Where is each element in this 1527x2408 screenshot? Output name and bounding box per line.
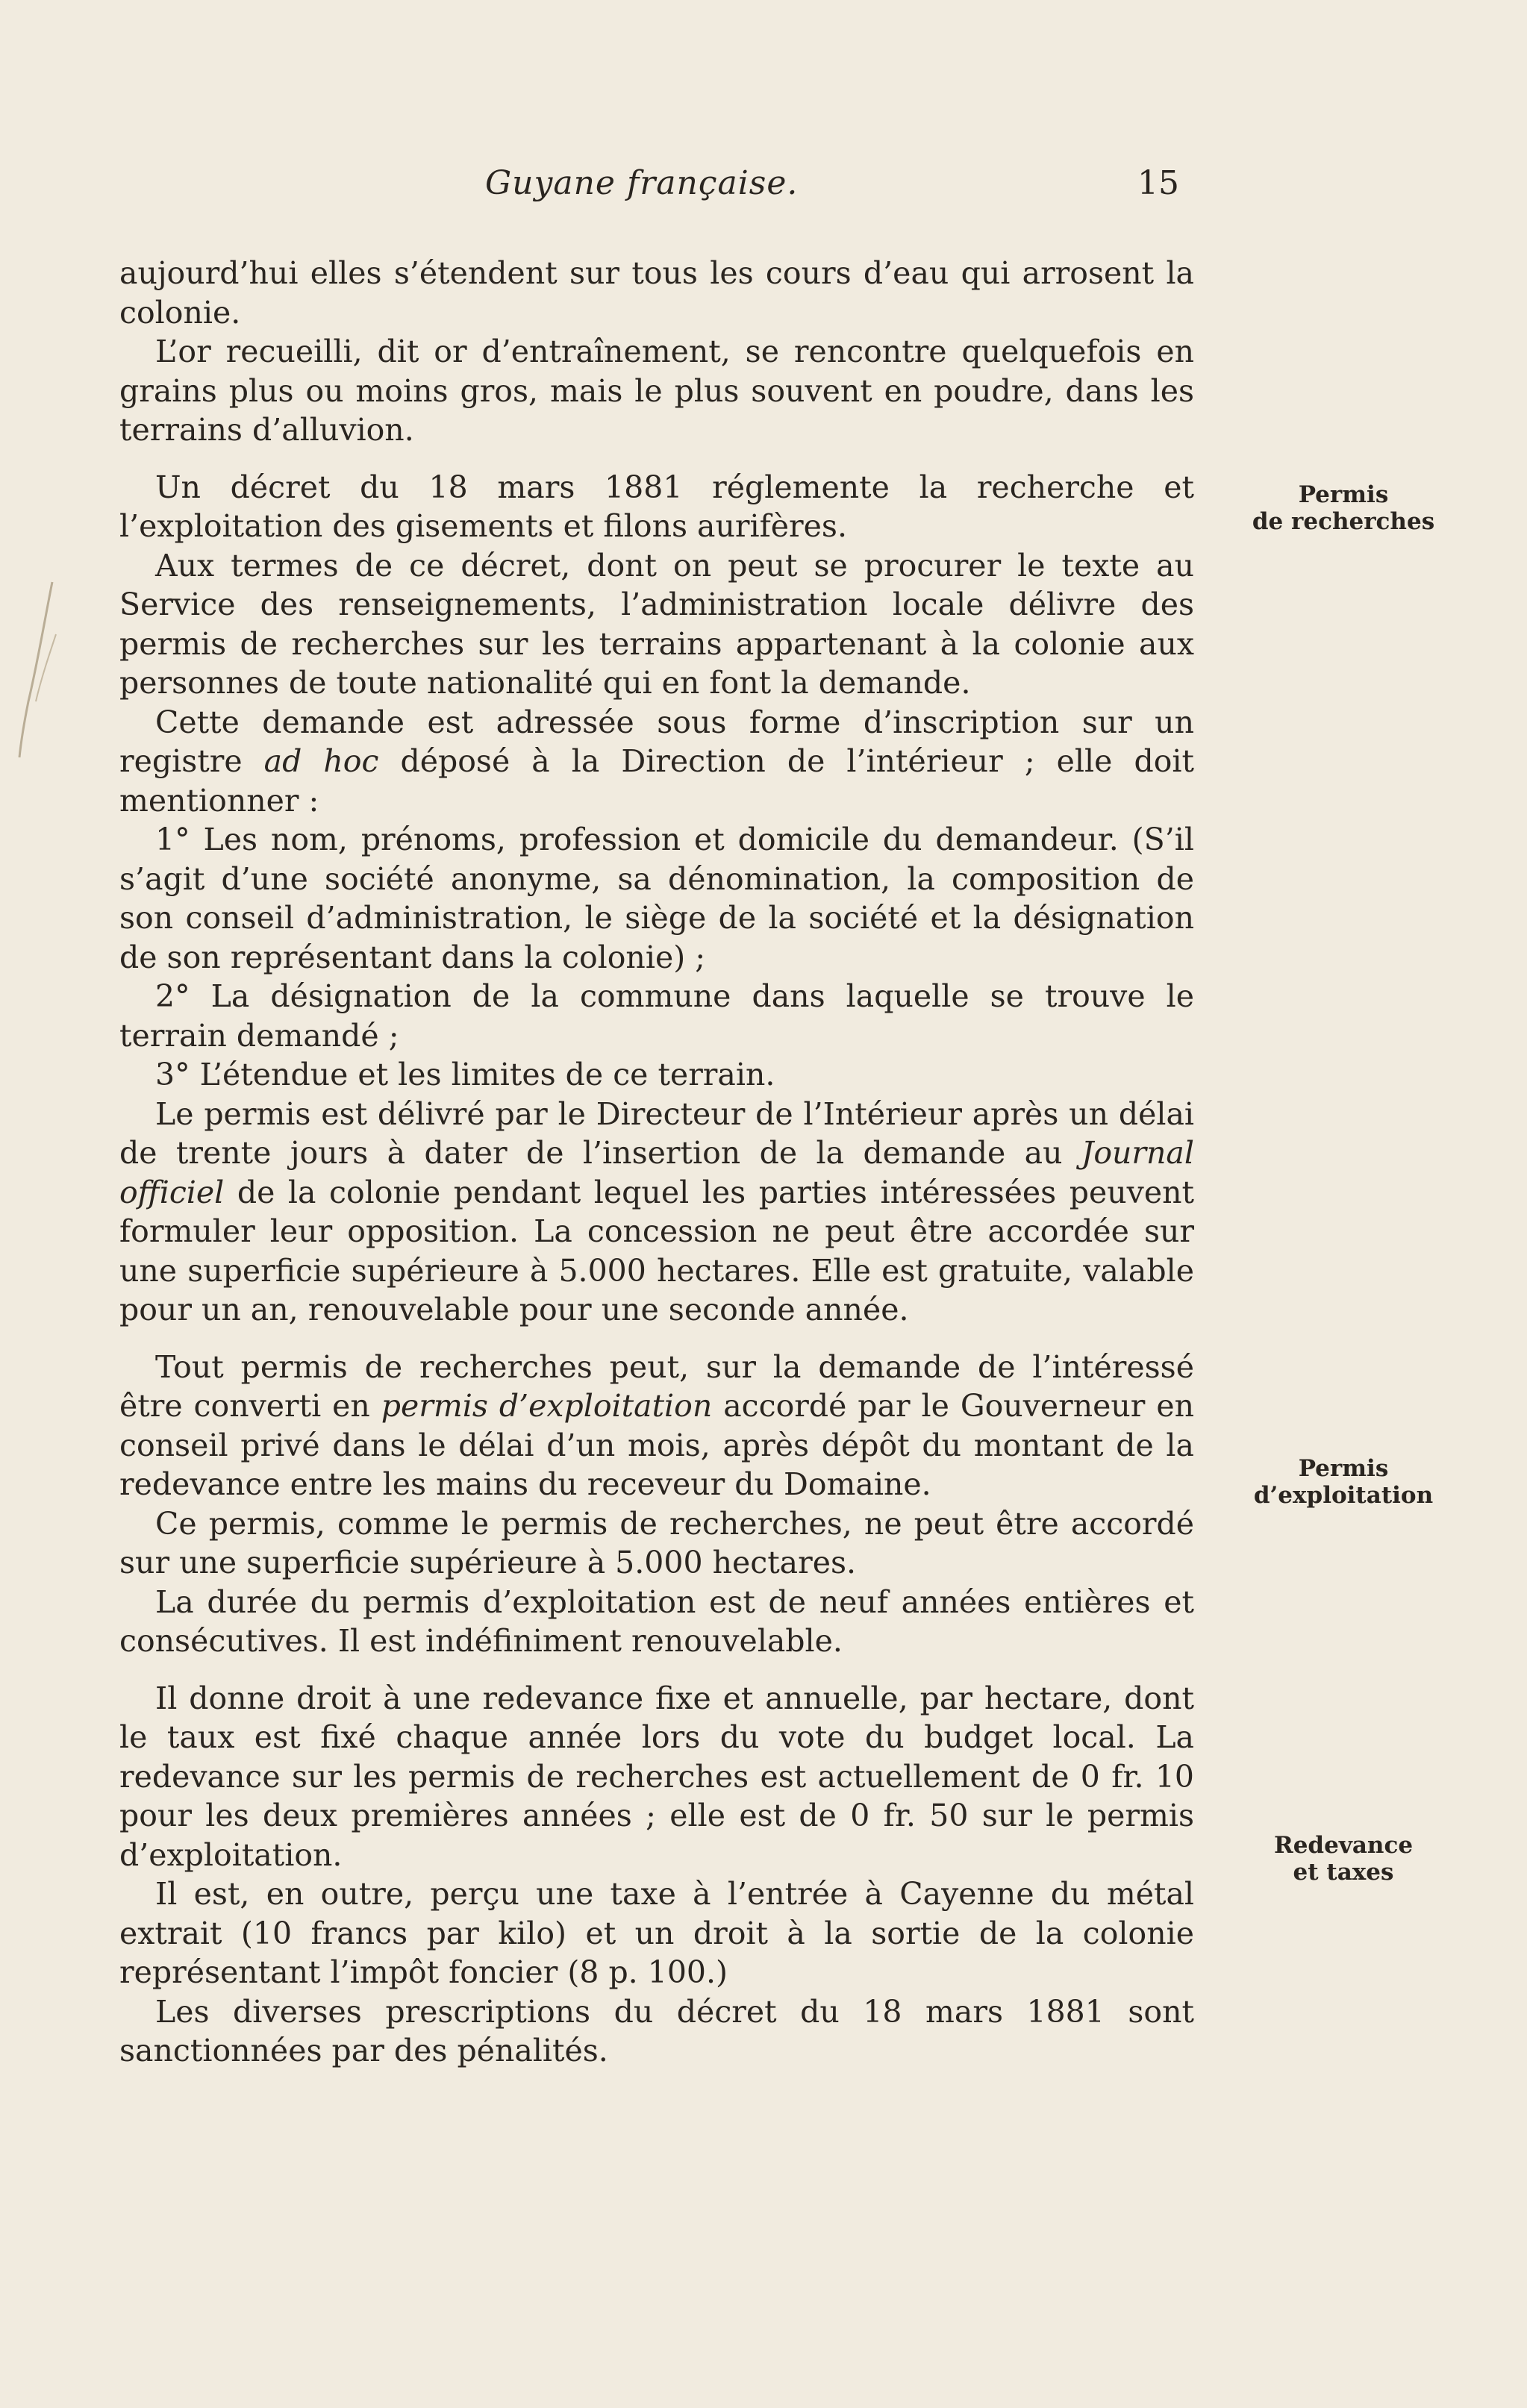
- paragraph: Aux termes de ce décret, dont on peut se procurer le texte au Service des renseignements, l’administration locale délivre des permis de recherches sur les terrains appartenant à la colonie aux personnes de toute nationalité qui en font la demande.: [119, 547, 1194, 701]
- paragraph: Un décret du 18 mars 1881 réglemente la recherche et l’exploitation des gisements et filons aurifères.: [119, 469, 1194, 544]
- paragraph: Tout permis de recherches peut, sur la demande de l’intéressé être converti en permis d’exploitation accordé par le Gouverneur en conseil privé dans le délai d’un mois, après dépôt du montant de la redevance entre les mains du receveur du Domaine.: [119, 1348, 1194, 1502]
- running-title: Guyane française.: [485, 164, 799, 202]
- page-number: 15: [1137, 164, 1179, 202]
- margin-note-permis-exploitation: Permis d’exploitation: [1253, 1455, 1434, 1509]
- paragraph: Le permis est délivré par le Directeur de l’Intérieur après un délai de trente jours à dater de l’insertion de la demande au Journal officiel de la colonie pendant lequel les parties intéressées peuvent formuler leur opposition. La concession ne peut être accordée sur une superficie supérieure à 5.000 hectares. Elle est gratuite, valable pour un an, renouvelable pour une seconde année.: [119, 1095, 1194, 1327]
- paragraph: L’or recueilli, dit or d’entraînement, se rencontre quelquefois en grains plus ou moins gros, mais le plus souvent en poudre, dans les terrains d’alluvion.: [119, 334, 1194, 448]
- paragraph: Il donne droit à une redevance fixe et annuelle, par hectare, dont le taux est fixé chaque année lors du vote du budget local. La redevance sur les permis de recherches est actuellement de 0 fr. 10 pour les deux premières années ; elle est de 0 fr. 50 sur le permis d’exploitation.: [119, 1680, 1194, 1873]
- list-item: 2° La désignation de la commune dans laquelle se trouve le terrain demandé ;: [119, 978, 1194, 1054]
- paragraph: Cette demande est adressée sous forme d’inscription sur un registre ad hoc déposé à la Direction de l’intérieur ; elle doit mentionner :: [119, 704, 1194, 819]
- list-item: 3° L’étendue et les limites de ce terrain.: [155, 1057, 775, 1092]
- paragraph: Ce permis, comme le permis de recherches, ne peut être accordé sur une superficie supérieure à 5.000 hectares.: [119, 1505, 1194, 1580]
- paragraph: Il est, en outre, perçu une taxe à l’entrée à Cayenne du métal extrait (10 francs par kilo) et un droit à la sortie de la colonie représentant l’impôt foncier (8 p. 100.): [119, 1876, 1194, 1990]
- list-item: 1° Les nom, prénoms, profession et domicile du demandeur. (S’il s’agit d’une société anonyme, sa dénomination, la composition de son conseil d’administration, le siège de la société et la désignation de son représentant dans la colonie) ;: [119, 822, 1194, 975]
- pencil-mark: [15, 575, 60, 761]
- running-head: [119, 164, 1187, 209]
- paragraph: La durée du permis d’exploitation est de neuf années entières et consécutives. Il est indéfiniment renouvelable.: [119, 1583, 1194, 1659]
- paragraph: aujourd’hui elles s’étendent sur tous les cours d’eau qui arrosent la colonie.: [119, 255, 1194, 331]
- margin-note-permis-recherches: Permis de recherches: [1252, 481, 1435, 535]
- body-text: [119, 254, 1194, 2071]
- margin-note-redevance-taxes: Redevance et taxes: [1273, 1832, 1414, 1886]
- paragraph: Les diverses prescriptions du décret du 18 mars 1881 sont sanctionnées par des pénalités.: [119, 1993, 1194, 2068]
